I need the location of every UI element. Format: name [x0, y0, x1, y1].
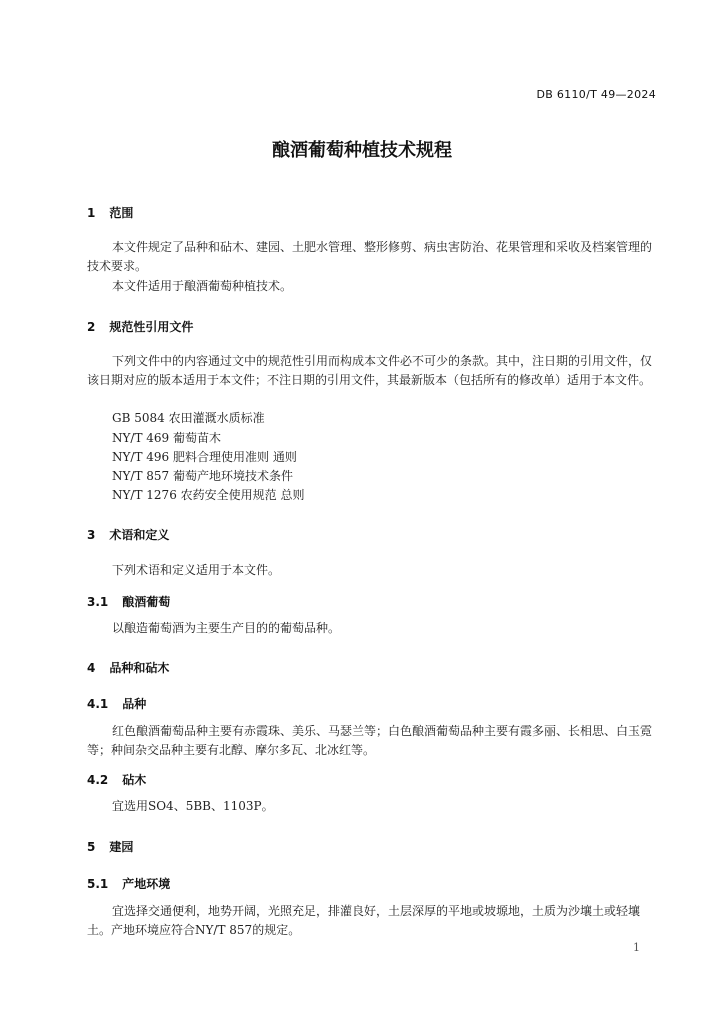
document-title: 酿酒葡萄种植技术规程 [272, 140, 452, 161]
section-number: 3 [87, 528, 96, 542]
section-number: 1 [87, 206, 96, 220]
section-1-para-2: 本文件适用于酿酒葡萄种植技术。 [112, 279, 293, 293]
section-number: 3.1 [87, 595, 109, 609]
section-title: 品种 [122, 697, 147, 711]
section-title: 范围 [109, 206, 134, 220]
section-4-1-heading [87, 695, 146, 712]
section-number: 4.2 [87, 773, 109, 787]
section-5-1-text: 宜选择交通便利，地势开阔，光照充足，排灌良好，土层深厚的平地或坡塬地，土质为沙壤土或轻壤土。产地环境应符合NY/T 857的规定。 [87, 904, 641, 937]
section-4-heading [87, 659, 169, 676]
section-5-1-heading [87, 875, 170, 892]
reference-item: NY/T 857 葡萄产地环境技术条件 [112, 469, 294, 483]
section-3-intro: 下列术语和定义适用于本文件。 [112, 563, 281, 577]
page-number: 1 [633, 941, 640, 954]
section-number: 2 [87, 320, 96, 334]
section-number: 4 [87, 661, 96, 675]
section-4-1-text: 红色酿酒葡萄品种主要有赤霞珠、美乐、马瑟兰等；白色酿酒葡萄品种主要有霞多丽、长相思、白玉霓等；种间杂交品种主要有北醇、摩尔多瓦、北冰红等。 [87, 724, 653, 757]
section-title: 品种和砧木 [109, 661, 170, 675]
section-1-para-1: 本文件规定了品种和砧木、建园、土肥水管理、整形修剪、病虫害防治、花果管理和采收及档案管理的技术要求。 [87, 240, 653, 273]
section-4-2-heading [87, 771, 146, 788]
section-title: 术语和定义 [109, 528, 170, 542]
section-title: 规范性引用文件 [109, 320, 194, 334]
section-title: 产地环境 [122, 877, 171, 891]
section-5-heading [87, 838, 133, 855]
section-2-heading [87, 318, 193, 335]
section-3-heading [87, 526, 169, 543]
standard-code: DB 6110/T 49—2024 [536, 88, 656, 101]
section-number: 4.1 [87, 697, 109, 711]
reference-item: NY/T 1276 农药安全使用规范 总则 [112, 488, 305, 502]
section-title: 酿酒葡萄 [122, 595, 171, 609]
reference-item: NY/T 496 肥料合理使用准则 通则 [112, 450, 297, 464]
reference-item: GB 5084 农田灌溉水质标准 [112, 411, 265, 425]
section-2-intro: 下列文件中的内容通过文中的规范性引用而构成本文件必不可少的条款。其中，注日期的引用文件，仅该日期对应的版本适用于本文件；不注日期的引用文件，其最新版本（包括所有的修改单）适用于本文件。 [87, 354, 653, 387]
reference-item: NY/T 469 葡萄苗木 [112, 431, 222, 445]
section-3-1-text: 以酿造葡萄酒为主要生产目的的葡萄品种。 [112, 621, 341, 635]
section-4-2-text: 宜选用SO4、5BB、1103P。 [112, 799, 274, 813]
section-title: 建园 [109, 840, 134, 854]
section-title: 砧木 [122, 773, 147, 787]
section-number: 5.1 [87, 877, 109, 891]
section-number: 5 [87, 840, 96, 854]
section-3-1-heading [87, 593, 170, 610]
section-1-heading [87, 204, 133, 221]
